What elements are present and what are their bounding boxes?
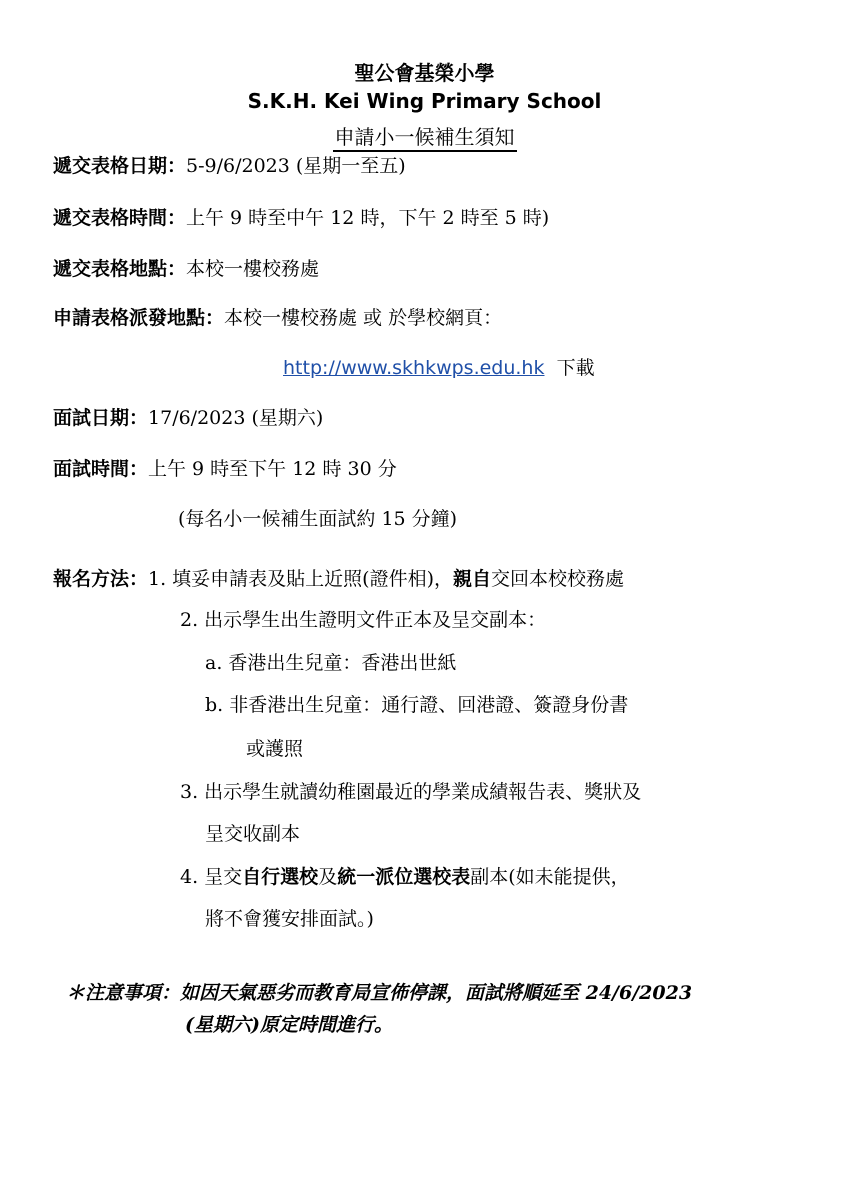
website-link[interactable]: http://www.skhkwps.edu.hk — [283, 357, 545, 379]
school-name-chinese: 聖公會基榮小學 — [354, 61, 495, 85]
interview-date-row — [53, 405, 323, 431]
submit-place-value: 本校一樓校務處 — [186, 258, 320, 280]
method-step-4-continued: 將不會獲安排面試。) — [205, 908, 374, 930]
page-title-text: 申請小一候補生須知 — [333, 125, 517, 152]
method-step-2b: b. 非香港出生兒童：通行證、回港證、簽證身份書 — [205, 694, 629, 716]
step1-tail: 交回本校校務處 — [491, 568, 625, 590]
submit-time-label: 遞交表格時間： — [53, 207, 187, 229]
step4-bold-2: 統一派位選校表 — [337, 866, 471, 888]
notice-line-2: (星期六)原定時間進行。 — [185, 1014, 393, 1036]
method-step-2b-continued: 或護照 — [246, 738, 304, 760]
method-label: 報名方法： — [53, 568, 149, 590]
method-step-4 — [180, 864, 630, 890]
interview-time-label: 面試時間： — [53, 458, 149, 480]
step4-bold-1: 自行選校 — [242, 866, 319, 888]
step4-mid: 及 — [318, 866, 338, 888]
method-step-3: 3. 出示學生就讀幼稚園最近的學業成績報告表、獎狀及 — [180, 781, 642, 803]
interview-duration-note: (每名小一候補生面試約 15 分鐘) — [178, 508, 458, 530]
submit-date-label: 遞交表格日期： — [53, 155, 187, 177]
notice-line-1: ＊注意事項：如因天氣惡劣而教育局宣佈停課，面試將順延至 24/6/2023 — [66, 982, 693, 1004]
school-name-english: S.K.H. Kei Wing Primary School — [247, 89, 602, 113]
submit-place-row — [53, 256, 319, 282]
interview-date-value: 17/6/2023 (星期六) — [148, 407, 324, 429]
form-place-row — [53, 305, 502, 331]
submit-place-label: 遞交表格地點： — [53, 258, 187, 280]
website-row — [283, 355, 595, 381]
page-title — [0, 121, 849, 150]
step1-bold: 親自 — [453, 568, 492, 590]
step4-tail: 副本(如未能提供， — [470, 866, 630, 888]
website-download-text: 下載 — [556, 357, 595, 379]
form-place-value: 本校一樓校務處 或 於學校網頁： — [224, 307, 503, 329]
submit-time-row — [53, 205, 549, 231]
interview-time-row — [53, 456, 397, 482]
step4-text: 4. 呈交 — [180, 866, 243, 888]
form-place-label: 申請表格派發地點： — [53, 307, 225, 329]
step1-text: 1. 填妥申請表及貼上近照(證件相)， — [148, 568, 454, 590]
submit-date-value: 5-9/6/2023 (星期一至五) — [186, 155, 406, 177]
method-step-2: 2. 出示學生出生證明文件正本及呈交副本： — [180, 609, 547, 631]
interview-date-label: 面試日期： — [53, 407, 149, 429]
interview-time-value: 上午 9 時至下午 12 時 30 分 — [148, 458, 397, 480]
submit-time-value: 上午 9 時至中午 12 時，下午 2 時至 5 時) — [186, 207, 550, 229]
submit-date-row — [53, 153, 406, 179]
method-step-2a: a. 香港出生兒童：香港出世紙 — [205, 652, 457, 674]
method-step-3-continued: 呈交收副本 — [205, 823, 301, 845]
method-row — [53, 566, 624, 592]
method-step-1 — [148, 568, 624, 590]
